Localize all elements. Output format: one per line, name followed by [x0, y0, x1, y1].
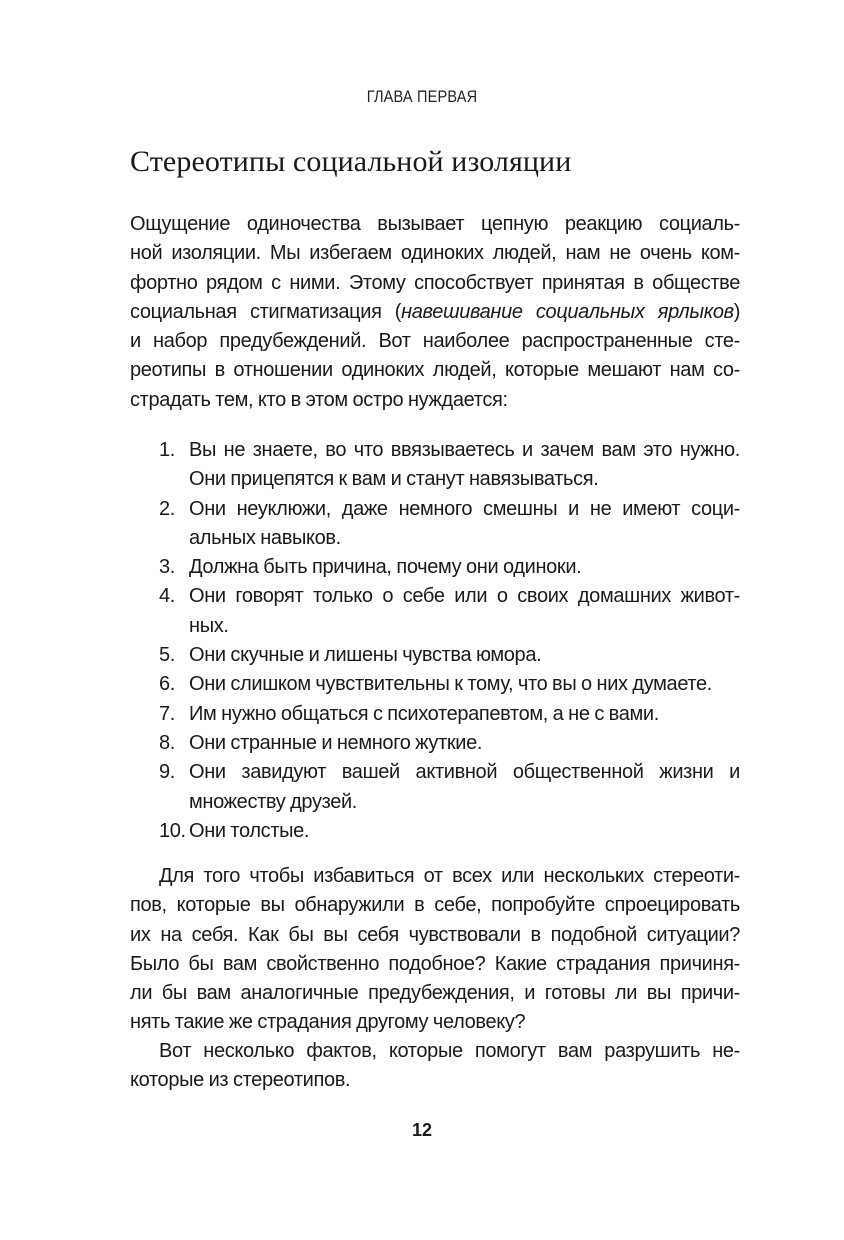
- list-number: 5.: [159, 644, 175, 667]
- paragraph-line: страдать тем, кто в этом остро нуждается:: [130, 388, 508, 411]
- list-number: 4.: [159, 585, 175, 608]
- list-line: Они скучные и лишены чувства юмора.: [189, 644, 542, 667]
- paragraph-line: которые из стереотипов.: [130, 1069, 351, 1092]
- list-line: Они прицепятся к вам и станут навязываться.: [189, 468, 599, 491]
- list-number: 7.: [159, 702, 175, 725]
- paragraph-line: фортно рядом с ними. Этому способствует принятая в обществе: [130, 271, 740, 294]
- paragraph-text: ): [733, 300, 740, 323]
- page-number: 12: [411, 1120, 433, 1140]
- paragraph-text: социальная стигматизация (: [130, 300, 402, 323]
- section-title: Стереотипы социальной изоляции: [130, 145, 572, 178]
- list-item: [130, 582, 740, 641]
- stereotypes-list: [130, 436, 740, 846]
- paragraph-line: нять такие же страдания другому человеку?: [130, 1011, 526, 1034]
- list-item: [130, 670, 740, 699]
- list-number: 1.: [159, 439, 175, 461]
- list-item: [130, 436, 740, 495]
- list-item: [130, 817, 740, 846]
- list-item: [130, 641, 740, 670]
- list-item: [130, 700, 740, 729]
- list-line: Вы не знаете, во что ввязываетесь и зачем вам это нужно.: [189, 439, 740, 461]
- list-item: [130, 758, 740, 817]
- list-number: 2.: [159, 497, 175, 520]
- paragraph-line: пов, которые вы обнаружили в себе, попробуйте спроецировать: [130, 894, 740, 917]
- paragraph-line: и набор предубеждений. Вот наиболее распространенные сте-: [130, 330, 740, 353]
- list-line: Они неуклюжи, даже немного смешны и не имеют соци-: [189, 497, 740, 520]
- list-line: альных навыков.: [189, 526, 341, 549]
- list-line: Они странные и немного жуткие.: [189, 731, 483, 754]
- list-number: 10.: [159, 819, 186, 842]
- paragraph-line: реотипы в отношении одиноких людей, которые мешают нам со-: [130, 359, 740, 382]
- list-number: 3.: [159, 556, 175, 579]
- list-line: Должна быть причина, почему они одиноки.: [189, 556, 582, 579]
- list-line: Они толстые.: [189, 819, 310, 842]
- list-item: [130, 553, 740, 582]
- reflection-paragraph: [130, 862, 740, 1038]
- list-number: 8.: [159, 731, 175, 754]
- list-line: множеству друзей.: [189, 790, 358, 813]
- list-item: [130, 495, 740, 554]
- paragraph-line: Было бы вам свойственно подобное? Какие страдания причиня-: [130, 952, 740, 975]
- list-line: Они говорят только о себе или о своих домашних живот-: [189, 585, 740, 608]
- list-number: 6.: [159, 673, 175, 696]
- list-line: Им нужно общаться с психотерапевтом, а не с вами.: [189, 702, 659, 725]
- paragraph-line: ной изоляции. Мы избегаем одиноких людей, нам не очень ком-: [130, 242, 740, 265]
- paragraph-line: их на себя. Как бы вы себя чувствовали в подобной ситуации?: [130, 923, 740, 946]
- paragraph-line: ли бы вам аналогичные предубеждения, и готовы ли вы причи-: [130, 982, 740, 1005]
- paragraph-line: Ощущение одиночества вызывает цепную реакцию социаль-: [130, 213, 740, 235]
- paragraph-line: Для того чтобы избавиться от всех или нескольких стереоти-: [159, 865, 740, 887]
- list-item: [130, 729, 740, 758]
- paragraph-line: [130, 298, 740, 327]
- list-line: Они завидуют вашей активной общественной жизни и: [189, 761, 740, 784]
- italic-term: навешивание социальных ярлыков: [401, 300, 734, 323]
- paragraph-line: Вот несколько фактов, которые помогут вам разрушить не-: [159, 1040, 740, 1062]
- list-number: 9.: [159, 761, 175, 784]
- list-line: ных.: [189, 614, 229, 637]
- list-line: Они слишком чувствительны к тому, что вы о них думаете.: [189, 673, 712, 696]
- intro-paragraph: [130, 210, 740, 415]
- running-head: ГЛАВА ПЕРВАЯ: [366, 88, 478, 106]
- facts-paragraph: [130, 1037, 740, 1096]
